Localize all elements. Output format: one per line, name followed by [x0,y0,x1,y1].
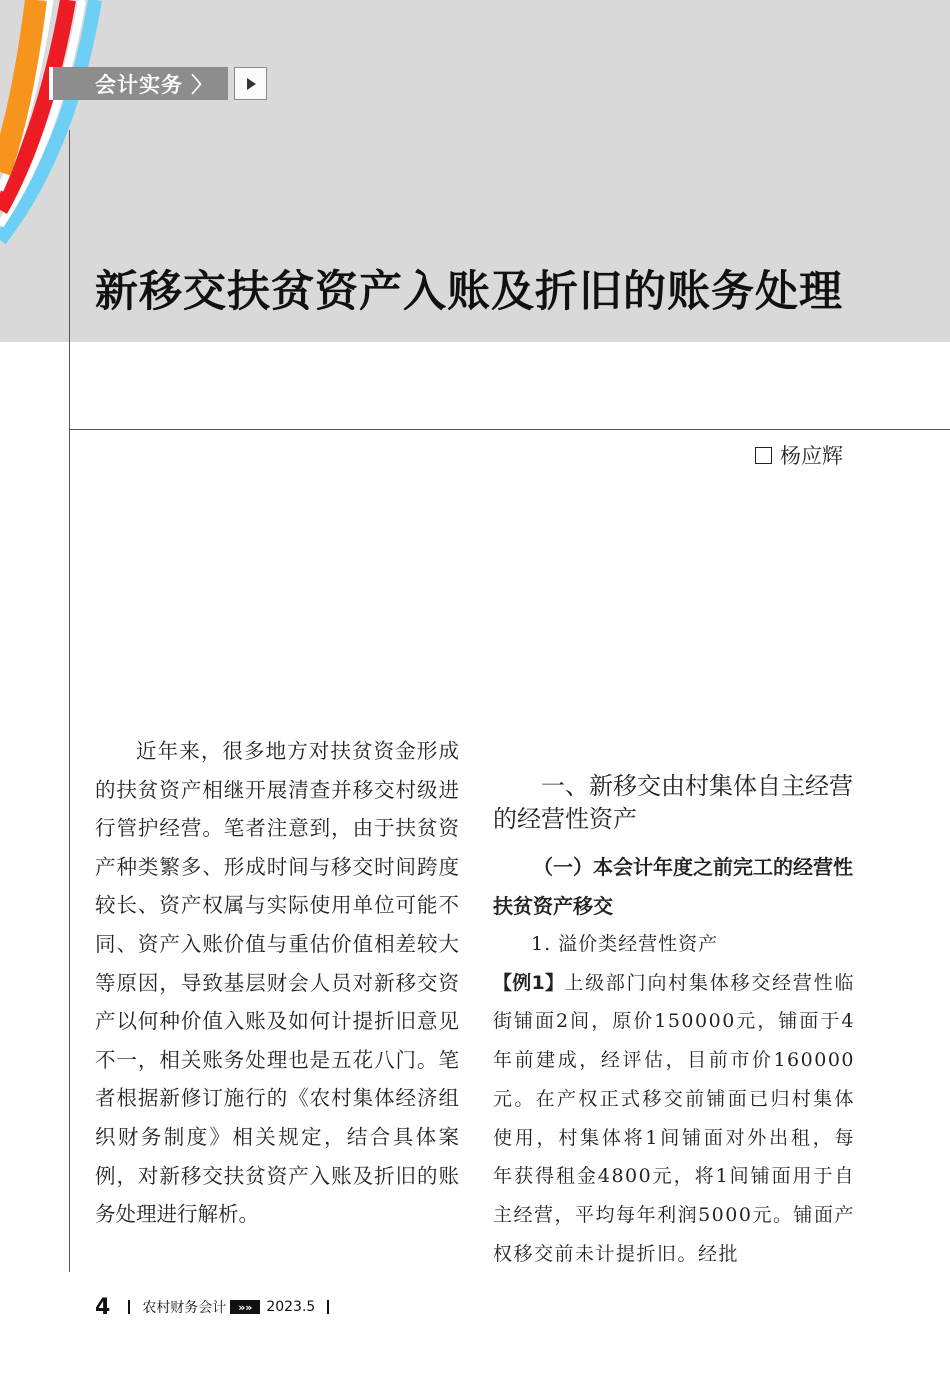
issue-number: 2023.5 [266,1299,316,1315]
article-title: 新移交扶贫资产入账及折旧的账务处理 [95,267,843,317]
example-paragraph [493,964,855,1274]
page-footer [95,1294,341,1320]
author-line [755,440,843,470]
author-name: 杨应辉 [780,444,843,468]
double-chevron-icon: »» [230,1300,260,1314]
left-rule [69,130,70,1272]
page-number: 4 [95,1294,111,1320]
section-heading: 一、新移交由村集体自主经营的经营性资产 [493,772,853,833]
subsection-heading: （一）本会计年度之前完工的经营性扶贫资产移交 [493,855,853,918]
example-text: 上级部门向村集体移交经营性临街铺面2间，原价150000元，铺面于4年前建成，经评估，目前市价160000元。在产权正式移交前铺面已归村集体使用，村集体将1间铺面对外出租，每年获得租金4800元，将1间铺面用于自主经营，平均每年利润5000元。铺面产权移交前未计提折旧。经批 [493,971,855,1266]
right-column [493,770,855,1274]
square-icon [755,447,772,464]
journal-name: 农村财务会计 [142,1300,227,1316]
divider [327,1300,329,1314]
item-heading: 1. 溢价类经营性资产 [531,933,719,955]
decorative-arcs [0,0,110,250]
section-tag: 会计实务 〉 [49,67,228,100]
play-arrow-icon[interactable] [234,67,267,100]
example-label: 【例1】 [493,971,565,994]
divider [128,1300,130,1314]
intro-paragraph: 近年来，很多地方对扶贫资金形成的扶贫资产相继开展清查并移交村级进行管护经营。笔者注意到，由于扶贫资产种类繁多、形成时间与移交时间跨度较长、资产权属与实际使用单位可能不同、资产入账价值与重估价值相差较大等原因，导致基层财会人员对新移交资产以何种价值入账及如何计提折旧意见不一，相关账务处理也是五花八门。笔者根据新修订施行的《农村集体经济组织财务制度》相关规定，结合具体案例，对新移交扶贫资产入账及折旧的账务处理进行解析。 [95,739,459,1227]
header-rule [69,429,950,430]
